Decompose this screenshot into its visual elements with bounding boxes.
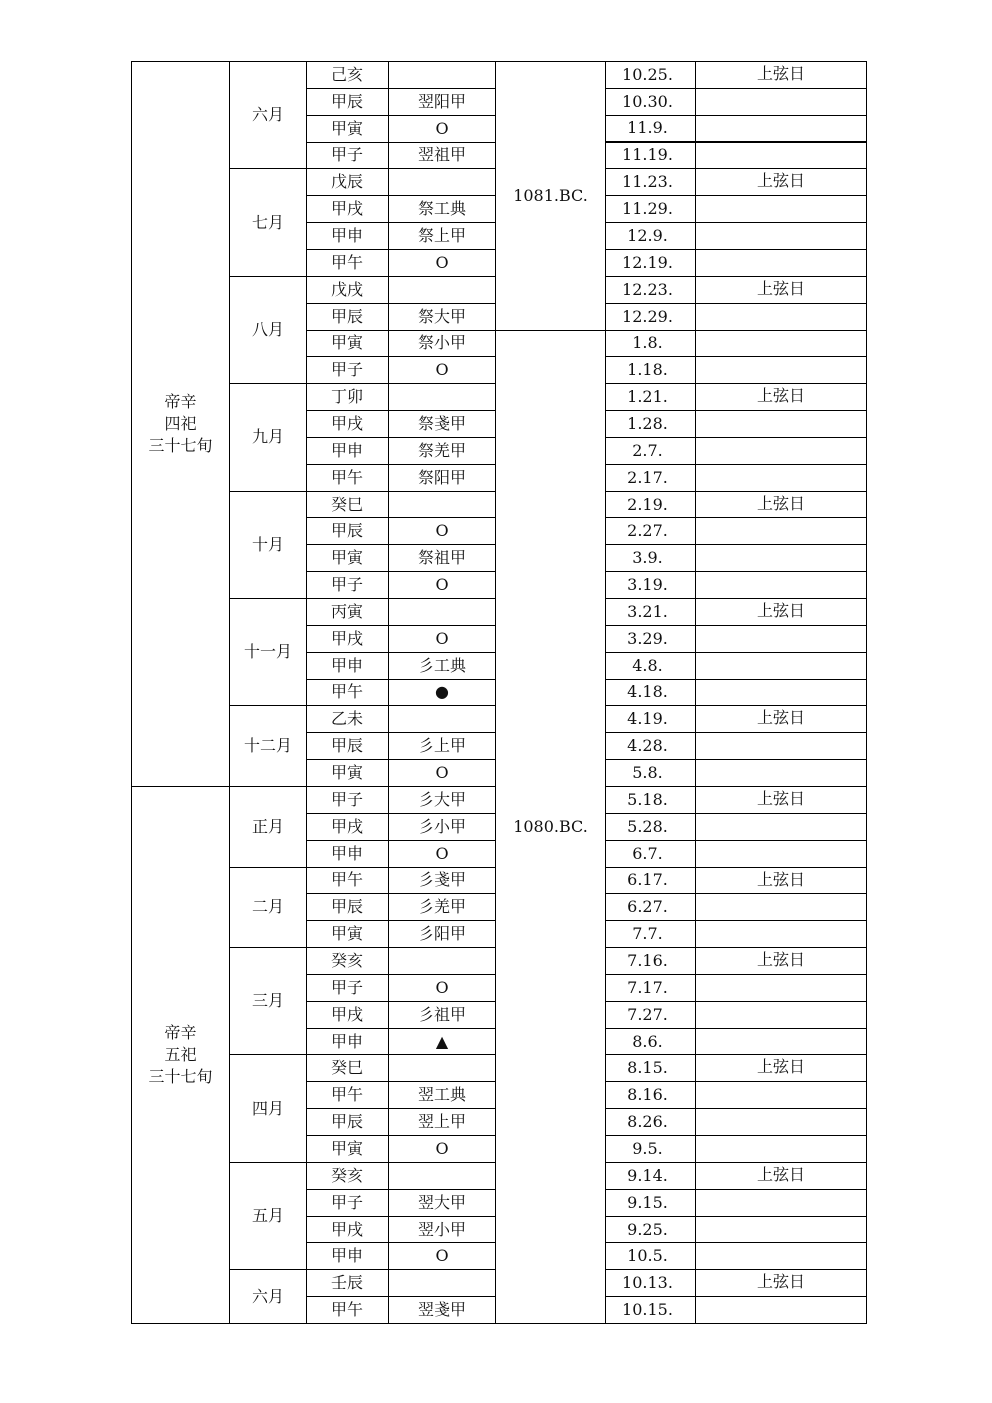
moon-phase-cell xyxy=(695,115,867,143)
day-cell: 甲申 xyxy=(306,1242,389,1270)
rite-cell: 翌戔甲 xyxy=(388,1296,496,1324)
day-cell: 甲午 xyxy=(306,1296,389,1324)
moon-phase-cell xyxy=(695,195,867,223)
moon-phase-cell xyxy=(695,330,867,358)
day-cell: 甲辰 xyxy=(306,1108,389,1136)
rite-cell: 彡阳甲 xyxy=(388,920,496,948)
day-cell: 丙寅 xyxy=(306,598,389,626)
date-cell: 6.7. xyxy=(605,840,696,868)
moon-phase-cell xyxy=(695,813,867,841)
day-cell: 甲申 xyxy=(306,437,389,465)
moon-phase-cell xyxy=(695,88,867,116)
date-cell: 9.5. xyxy=(605,1135,696,1163)
date-cell: 4.8. xyxy=(605,652,696,680)
rite-cell: 祭戔甲 xyxy=(388,410,496,438)
rite-cell: 彡羌甲 xyxy=(388,893,496,921)
day-cell: 甲寅 xyxy=(306,1135,389,1163)
rite-cell: O xyxy=(388,974,496,1002)
rite-cell xyxy=(388,598,496,626)
date-cell: 5.8. xyxy=(605,759,696,787)
moon-phase-cell xyxy=(695,142,867,170)
moon-phase-cell: 上弦日 xyxy=(695,705,867,733)
rite-cell: 彡祖甲 xyxy=(388,1001,496,1029)
moon-phase-cell xyxy=(695,222,867,250)
moon-phase-cell: 上弦日 xyxy=(695,1162,867,1190)
reign-group-cell: 帝辛 五祀 三十七旬 xyxy=(131,786,230,1324)
date-cell: 2.17. xyxy=(605,464,696,492)
date-cell: 10.25. xyxy=(605,61,696,89)
day-cell: 甲戌 xyxy=(306,410,389,438)
month-cell: 十月 xyxy=(229,491,307,599)
day-cell: 癸亥 xyxy=(306,1162,389,1190)
month-cell: 七月 xyxy=(229,168,307,276)
moon-phase-cell xyxy=(695,840,867,868)
date-cell: 10.13. xyxy=(605,1269,696,1297)
moon-phase-cell: 上弦日 xyxy=(695,491,867,519)
rite-cell xyxy=(388,1162,496,1190)
date-cell: 2.27. xyxy=(605,517,696,545)
date-cell: 5.18. xyxy=(605,786,696,814)
day-cell: 甲寅 xyxy=(306,759,389,787)
rite-cell: 祭羌甲 xyxy=(388,437,496,465)
rite-cell xyxy=(388,1054,496,1082)
day-cell: 癸巳 xyxy=(306,491,389,519)
day-cell: 甲午 xyxy=(306,1081,389,1109)
day-cell: 癸巳 xyxy=(306,1054,389,1082)
date-cell: 1.18. xyxy=(605,356,696,384)
moon-phase-cell xyxy=(695,1108,867,1136)
moon-phase-cell: 上弦日 xyxy=(695,383,867,411)
day-cell: 甲寅 xyxy=(306,330,389,358)
date-cell: 5.28. xyxy=(605,813,696,841)
date-cell: 11.9. xyxy=(605,115,696,143)
day-cell: 甲戌 xyxy=(306,625,389,653)
rite-cell: O xyxy=(388,1135,496,1163)
rite-cell: O xyxy=(388,840,496,868)
rite-cell: 翌工典 xyxy=(388,1081,496,1109)
day-cell: 甲戌 xyxy=(306,813,389,841)
moon-phase-cell xyxy=(695,249,867,277)
moon-phase-cell xyxy=(695,1135,867,1163)
moon-phase-cell xyxy=(695,303,867,331)
moon-phase-cell xyxy=(695,356,867,384)
date-cell: 7.27. xyxy=(605,1001,696,1029)
date-cell: 2.7. xyxy=(605,437,696,465)
rite-cell xyxy=(388,947,496,975)
rite-cell: ● xyxy=(388,679,496,707)
date-cell: 9.14. xyxy=(605,1162,696,1190)
moon-phase-cell: 上弦日 xyxy=(695,867,867,895)
date-cell: 12.23. xyxy=(605,276,696,304)
date-cell: 11.19. xyxy=(605,142,696,170)
moon-phase-cell xyxy=(695,1001,867,1029)
moon-phase-cell xyxy=(695,974,867,1002)
day-cell: 甲申 xyxy=(306,1028,389,1056)
month-cell: 十二月 xyxy=(229,705,307,787)
rite-cell: O xyxy=(388,1242,496,1270)
day-cell: 甲辰 xyxy=(306,517,389,545)
day-cell: 甲午 xyxy=(306,679,389,707)
month-cell: 四月 xyxy=(229,1054,307,1162)
month-cell: 十一月 xyxy=(229,598,307,706)
date-cell: 8.16. xyxy=(605,1081,696,1109)
day-cell: 甲申 xyxy=(306,652,389,680)
date-cell: 7.7. xyxy=(605,920,696,948)
rite-cell: 彡小甲 xyxy=(388,813,496,841)
day-cell: 甲子 xyxy=(306,356,389,384)
day-cell: 壬辰 xyxy=(306,1269,389,1297)
date-cell: 1.28. xyxy=(605,410,696,438)
moon-phase-cell xyxy=(695,759,867,787)
rite-cell xyxy=(388,491,496,519)
day-cell: 癸亥 xyxy=(306,947,389,975)
year-cell: 1080.BC. xyxy=(495,330,606,1324)
moon-phase-cell xyxy=(695,920,867,948)
moon-phase-cell xyxy=(695,652,867,680)
rite-cell: O xyxy=(388,356,496,384)
date-cell: 2.19. xyxy=(605,491,696,519)
moon-phase-cell xyxy=(695,1189,867,1217)
moon-phase-cell xyxy=(695,1296,867,1324)
day-cell: 甲子 xyxy=(306,142,389,170)
rite-cell: 祭上甲 xyxy=(388,222,496,250)
moon-phase-cell xyxy=(695,464,867,492)
rite-cell: 祭工典 xyxy=(388,195,496,223)
moon-phase-cell: 上弦日 xyxy=(695,61,867,89)
month-cell: 六月 xyxy=(229,1269,307,1324)
date-cell: 4.19. xyxy=(605,705,696,733)
rite-cell: 翌阳甲 xyxy=(388,88,496,116)
date-cell: 7.17. xyxy=(605,974,696,1002)
rite-cell: O xyxy=(388,571,496,599)
date-cell: 1.8. xyxy=(605,330,696,358)
day-cell: 甲戌 xyxy=(306,1001,389,1029)
moon-phase-cell xyxy=(695,893,867,921)
date-cell: 7.16. xyxy=(605,947,696,975)
date-cell: 10.5. xyxy=(605,1242,696,1270)
rite-cell: O xyxy=(388,517,496,545)
moon-phase-cell xyxy=(695,625,867,653)
date-cell: 8.6. xyxy=(605,1028,696,1056)
rite-cell xyxy=(388,61,496,89)
rite-cell: ▲ xyxy=(388,1028,496,1056)
day-cell: 甲子 xyxy=(306,786,389,814)
rite-cell: 翌小甲 xyxy=(388,1216,496,1244)
rite-cell: 祭阳甲 xyxy=(388,464,496,492)
date-cell: 12.29. xyxy=(605,303,696,331)
date-cell: 3.9. xyxy=(605,544,696,572)
month-cell: 五月 xyxy=(229,1162,307,1270)
day-cell: 甲午 xyxy=(306,464,389,492)
day-cell: 甲辰 xyxy=(306,303,389,331)
moon-phase-cell xyxy=(695,571,867,599)
day-cell: 甲午 xyxy=(306,867,389,895)
moon-phase-cell: 上弦日 xyxy=(695,276,867,304)
day-cell: 甲辰 xyxy=(306,732,389,760)
rite-cell: 彡大甲 xyxy=(388,786,496,814)
rite-cell: O xyxy=(388,115,496,143)
date-cell: 12.9. xyxy=(605,222,696,250)
day-cell: 甲寅 xyxy=(306,920,389,948)
date-cell: 9.15. xyxy=(605,1189,696,1217)
rite-cell: 祭大甲 xyxy=(388,303,496,331)
day-cell: 甲戌 xyxy=(306,1216,389,1244)
moon-phase-cell xyxy=(695,1028,867,1056)
day-cell: 己亥 xyxy=(306,61,389,89)
rite-cell: 祭小甲 xyxy=(388,330,496,358)
date-cell: 3.29. xyxy=(605,625,696,653)
rite-cell xyxy=(388,168,496,196)
day-cell: 戊辰 xyxy=(306,168,389,196)
day-cell: 戊戌 xyxy=(306,276,389,304)
month-cell: 二月 xyxy=(229,867,307,949)
month-cell: 九月 xyxy=(229,383,307,491)
month-cell: 三月 xyxy=(229,947,307,1055)
moon-phase-cell xyxy=(695,1242,867,1270)
day-cell: 甲午 xyxy=(306,249,389,277)
moon-phase-cell: 上弦日 xyxy=(695,1269,867,1297)
moon-phase-cell xyxy=(695,517,867,545)
moon-phase-cell: 上弦日 xyxy=(695,786,867,814)
day-cell: 甲申 xyxy=(306,840,389,868)
moon-phase-cell xyxy=(695,544,867,572)
rite-cell: 翌大甲 xyxy=(388,1189,496,1217)
rite-cell xyxy=(388,705,496,733)
day-cell: 甲寅 xyxy=(306,544,389,572)
date-cell: 9.25. xyxy=(605,1216,696,1244)
calendar-table xyxy=(131,61,866,1323)
date-cell: 11.23. xyxy=(605,168,696,196)
day-cell: 丁卯 xyxy=(306,383,389,411)
rite-cell xyxy=(388,383,496,411)
rite-cell: 祭祖甲 xyxy=(388,544,496,572)
rite-cell xyxy=(388,1269,496,1297)
moon-phase-cell xyxy=(695,437,867,465)
month-cell: 六月 xyxy=(229,61,307,169)
moon-phase-cell xyxy=(695,679,867,707)
day-cell: 乙未 xyxy=(306,705,389,733)
date-cell: 4.18. xyxy=(605,679,696,707)
moon-phase-cell xyxy=(695,732,867,760)
moon-phase-cell: 上弦日 xyxy=(695,947,867,975)
moon-phase-cell xyxy=(695,410,867,438)
date-cell: 12.19. xyxy=(605,249,696,277)
day-cell: 甲辰 xyxy=(306,893,389,921)
reign-group-cell: 帝辛 四祀 三十七旬 xyxy=(131,61,230,787)
year-cell: 1081.BC. xyxy=(495,61,606,331)
moon-phase-cell xyxy=(695,1081,867,1109)
day-cell: 甲申 xyxy=(306,222,389,250)
rite-cell: 彡工典 xyxy=(388,652,496,680)
date-cell: 3.21. xyxy=(605,598,696,626)
date-cell: 4.28. xyxy=(605,732,696,760)
date-cell: 6.27. xyxy=(605,893,696,921)
date-cell: 8.15. xyxy=(605,1054,696,1082)
moon-phase-cell: 上弦日 xyxy=(695,1054,867,1082)
rite-cell: O xyxy=(388,759,496,787)
day-cell: 甲子 xyxy=(306,1189,389,1217)
date-cell: 11.29. xyxy=(605,195,696,223)
rite-cell: 彡戔甲 xyxy=(388,867,496,895)
rite-cell: 彡上甲 xyxy=(388,732,496,760)
date-cell: 10.15. xyxy=(605,1296,696,1324)
moon-phase-cell xyxy=(695,1216,867,1244)
rite-cell: 翌上甲 xyxy=(388,1108,496,1136)
moon-phase-cell: 上弦日 xyxy=(695,168,867,196)
rite-cell: O xyxy=(388,249,496,277)
date-cell: 1.21. xyxy=(605,383,696,411)
date-cell: 8.26. xyxy=(605,1108,696,1136)
day-cell: 甲子 xyxy=(306,571,389,599)
day-cell: 甲子 xyxy=(306,974,389,1002)
date-cell: 6.17. xyxy=(605,867,696,895)
month-cell: 正月 xyxy=(229,786,307,868)
day-cell: 甲寅 xyxy=(306,115,389,143)
month-cell: 八月 xyxy=(229,276,307,384)
day-cell: 甲戌 xyxy=(306,195,389,223)
rite-cell xyxy=(388,276,496,304)
rite-cell: O xyxy=(388,625,496,653)
rite-cell: 翌祖甲 xyxy=(388,142,496,170)
day-cell: 甲辰 xyxy=(306,88,389,116)
moon-phase-cell: 上弦日 xyxy=(695,598,867,626)
date-cell: 3.19. xyxy=(605,571,696,599)
date-cell: 10.30. xyxy=(605,88,696,116)
